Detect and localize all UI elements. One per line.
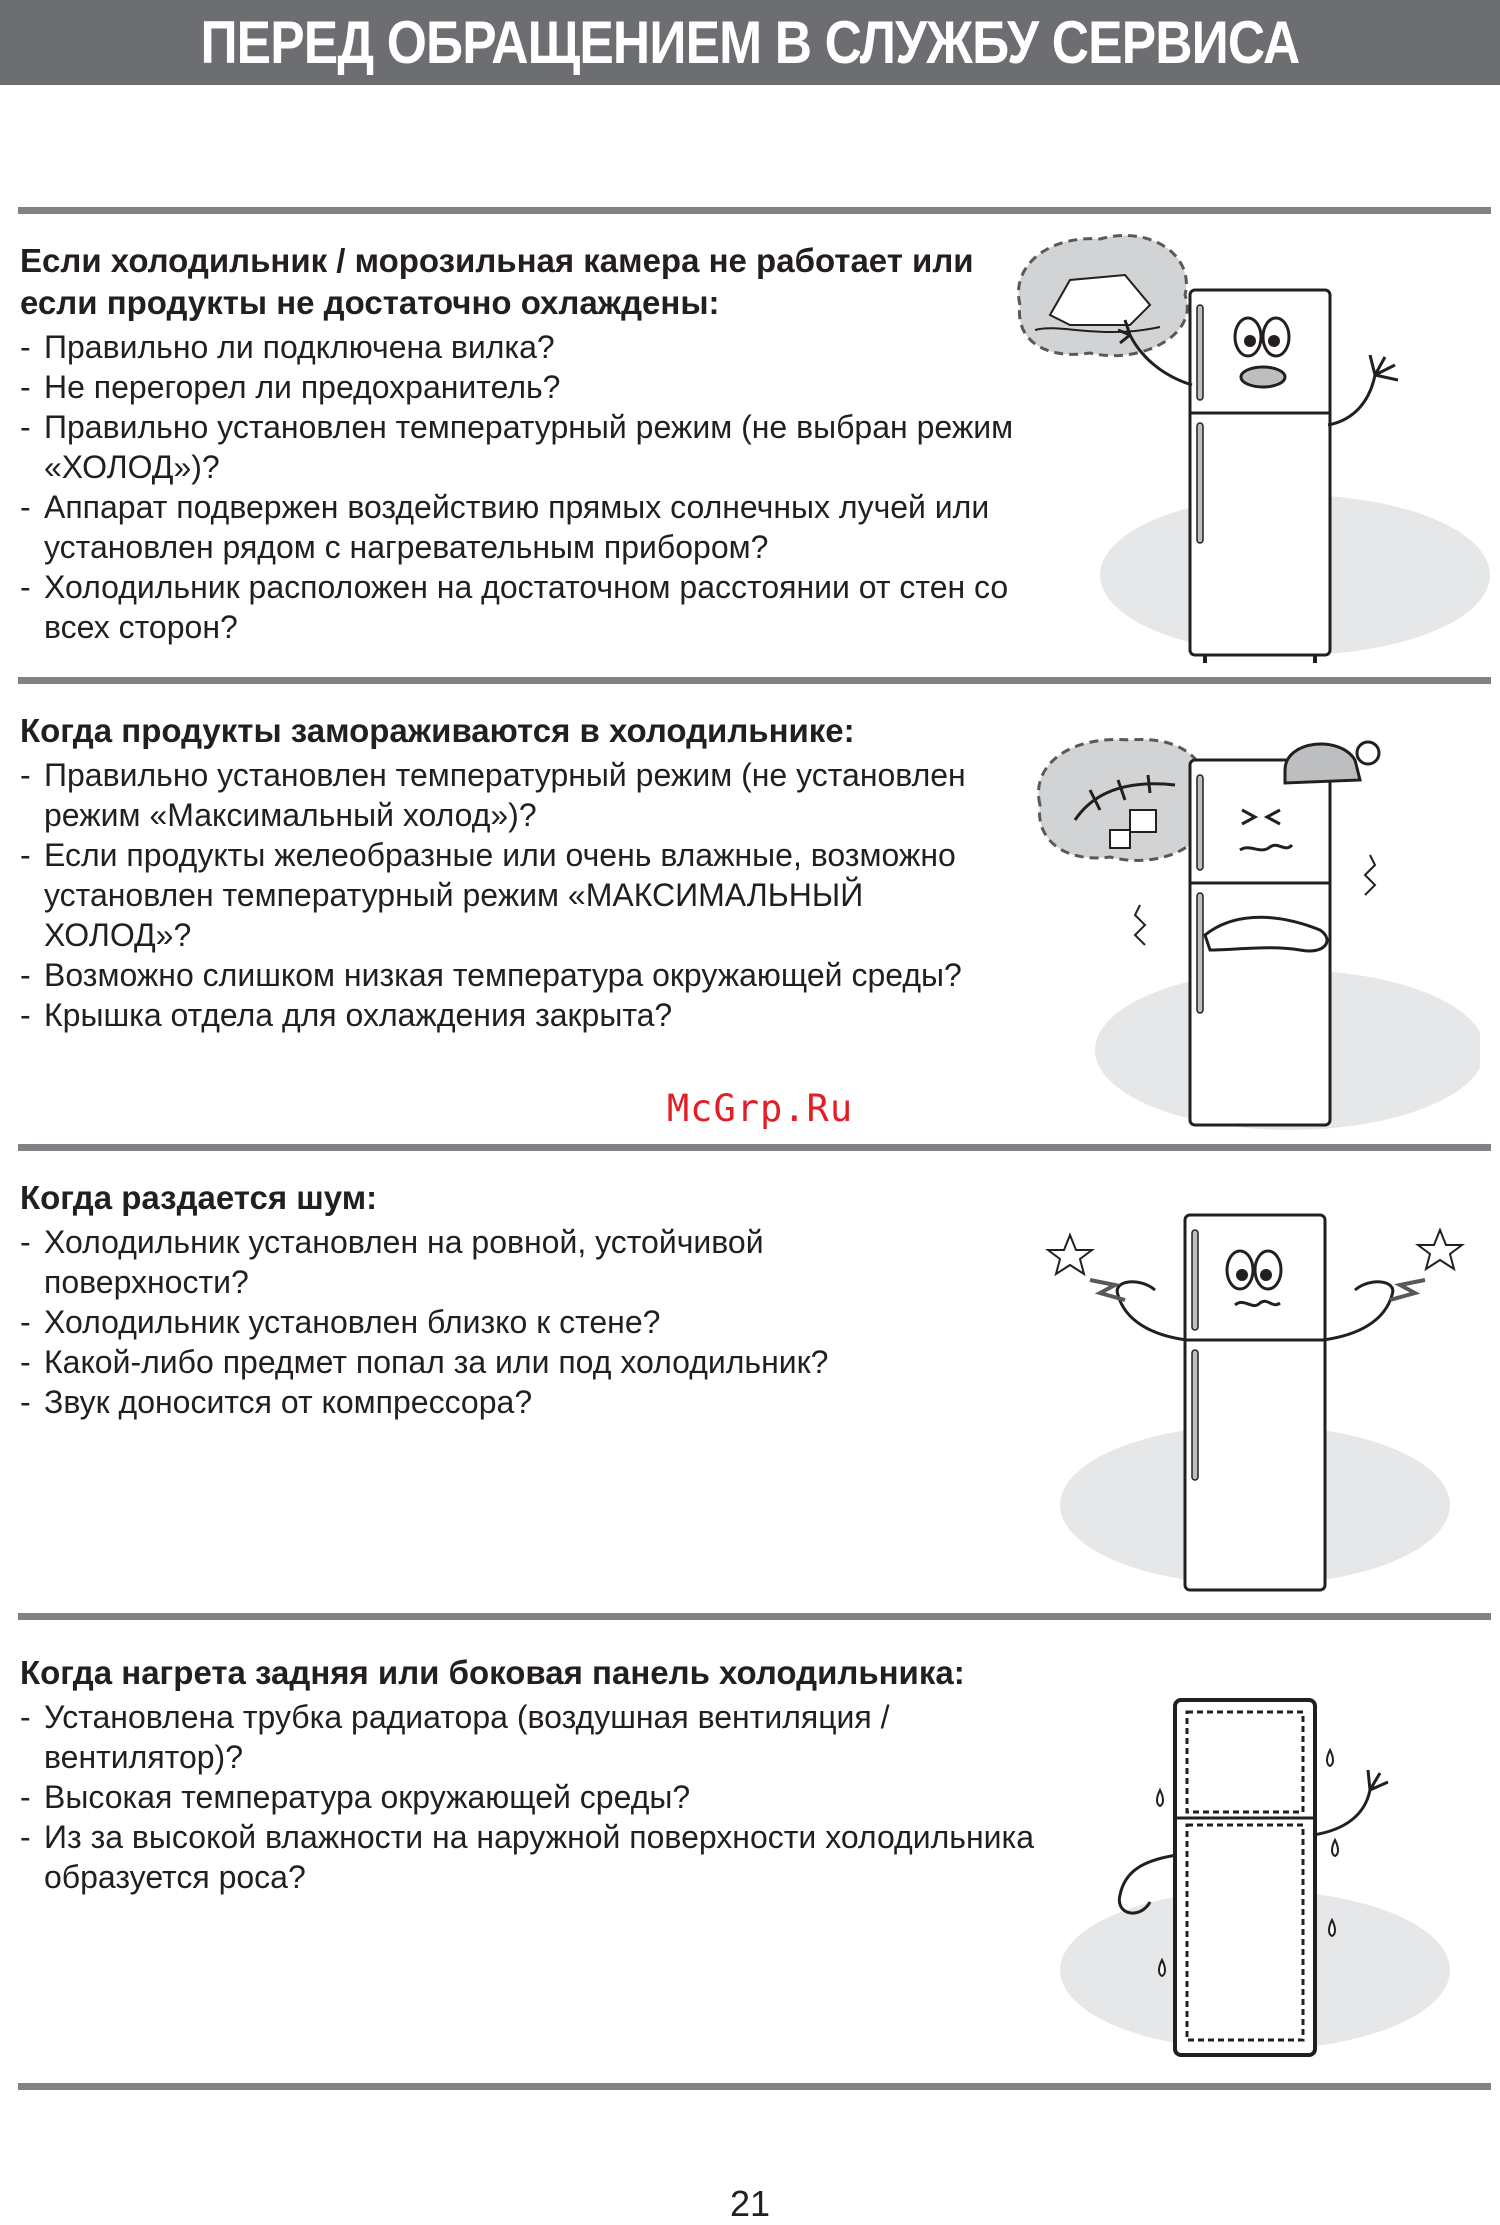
fridge-worried-illustration: [1010, 225, 1490, 665]
watermark: McGrp.Ru: [666, 1087, 854, 1130]
section-heading: Если холодильник / морозильная камера не работает или если продукты не достаточно охлаждены:: [20, 242, 974, 321]
section-divider: [18, 2083, 1491, 2090]
list-item: - Аппарат подвержен воздействию прямых солнечных лучей или установлен рядом с нагревательным прибором?: [20, 487, 1060, 567]
section-not-cooling: [20, 240, 1060, 647]
section-food-freezing: [20, 710, 1000, 1035]
section-divider: [18, 1144, 1491, 1151]
section-divider: [18, 207, 1491, 214]
list-item: - Из за высокой влажности на наружной поверхности холодильника образуется роса?: [20, 1817, 1060, 1897]
checklist: [20, 1697, 1060, 1897]
list-item: - Крышка отдела для охлаждения закрыта?: [20, 995, 1000, 1035]
list-item: - Не перегорел ли предохранитель?: [20, 367, 1060, 407]
list-item: - Правильно ли подключена вилка?: [20, 327, 1060, 367]
list-item: - Правильно установлен температурный режим (не установлен режим «Максимальный холод»)?: [20, 755, 1000, 835]
section-divider: [18, 677, 1491, 684]
list-item: - Высокая температура окружающей среды?: [20, 1777, 1060, 1817]
list-item: - Возможно слишком низкая температура окружающей среды?: [20, 955, 1000, 995]
page-title: ПЕРЕД ОБРАЩЕНИЕМ В СЛУЖБУ СЕРВИСА: [200, 9, 1300, 76]
page-number: 21: [729, 2183, 771, 2224]
section-noise: [20, 1177, 840, 1422]
list-item: - Правильно установлен температурный режим (не выбран режим «ХОЛОД»)?: [20, 407, 1060, 487]
list-item: - Какой-либо предмет попал за или под холодильник?: [20, 1342, 840, 1382]
list-item: - Если продукты желеобразные или очень влажные, возможно установлен температурный режим «МАКСИМАЛЬНЫЙ ХОЛОД»?: [20, 835, 1000, 955]
list-item: - Холодильник установлен близко к стене?: [20, 1302, 840, 1342]
checklist: [20, 327, 1060, 647]
list-item: - Холодильник расположен на достаточном расстоянии от стен со всех сторон?: [20, 567, 1060, 647]
page-header: [0, 0, 1500, 85]
section-hot-panel: [20, 1652, 1060, 1897]
list-item: - Звук доносится от компрессора?: [20, 1382, 840, 1422]
section-heading: Когда раздается шум:: [20, 1179, 378, 1216]
list-item: - Холодильник установлен на ровной, устойчивой поверхности?: [20, 1222, 840, 1302]
section-divider: [18, 1613, 1491, 1620]
section-heading: Когда продукты замораживаются в холодильнике:: [20, 712, 855, 749]
fridge-cold-illustration: [1030, 735, 1480, 1135]
checklist: [20, 1222, 840, 1422]
list-item: - Установлена трубка радиатора (воздушная вентиляция / вентилятор)?: [20, 1697, 1060, 1777]
checklist: [20, 755, 1000, 1035]
fridge-hot-illustration: [1050, 1670, 1480, 2080]
fridge-noise-illustration: [1040, 1205, 1480, 1605]
section-heading: Когда нагрета задняя или боковая панель холодильника:: [20, 1654, 965, 1691]
